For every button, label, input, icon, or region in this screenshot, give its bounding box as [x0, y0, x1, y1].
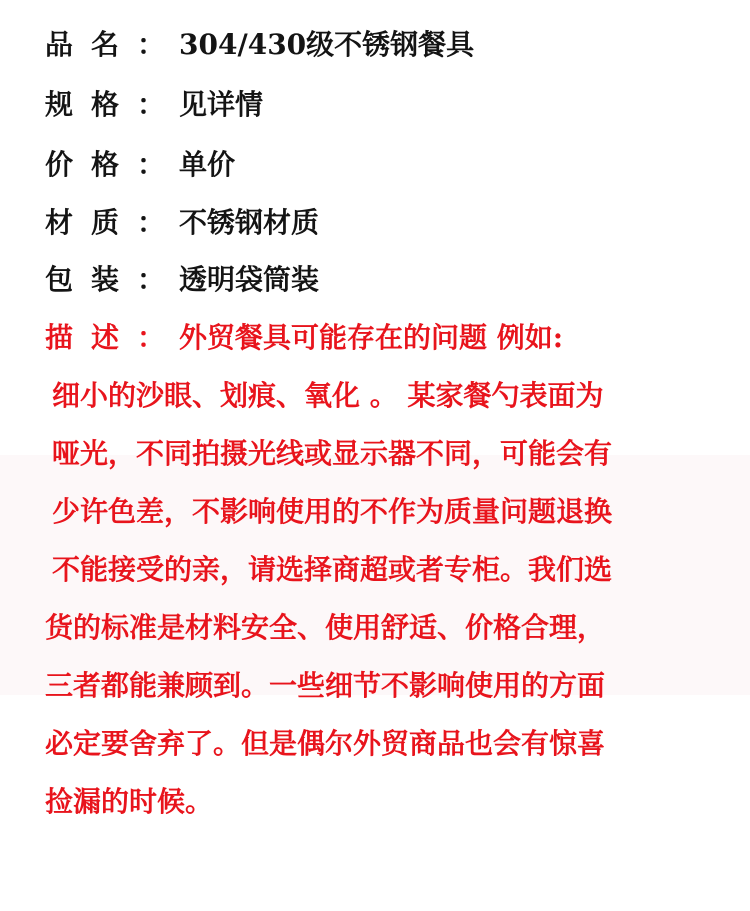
spec-value-price: 单价 [179, 148, 236, 181]
description-line: 哑光，不同拍摄光线或显示器不同，可能会有 [52, 437, 613, 470]
spec-row-size [45, 87, 263, 123]
description-line: 三者都能兼顾到。一些细节不影响使用的方面 [45, 669, 606, 702]
spec-value-size: 见详情 [179, 88, 264, 121]
spec-value-material: 不锈钢材质 [179, 206, 320, 239]
spec-separator: ： [137, 263, 166, 296]
spec-separator: ： [137, 148, 166, 181]
spec-label-price: 价格 [45, 148, 138, 181]
spec-label-size: 规格 [45, 88, 138, 121]
spec-label-material: 材质 [45, 206, 138, 239]
spec-label-packaging: 包装 [45, 263, 138, 296]
spec-label-name: 品名 [45, 28, 138, 61]
spec-row-name [45, 27, 474, 63]
spec-value-name: 304/430级不锈钢餐具 [179, 28, 475, 61]
description-line: 细小的沙眼、划痕、氧化 。 某家餐勺表面为 [52, 379, 604, 412]
spec-value-packaging: 透明袋筒装 [179, 263, 320, 296]
spec-row-material [45, 205, 319, 241]
spec-row-price [45, 147, 235, 183]
description-row [45, 320, 563, 356]
description-intro: 外贸餐具可能存在的问题 例如: [179, 321, 564, 354]
spec-separator: ： [137, 88, 166, 121]
description-line: 少许色差，不影响使用的不作为质量问题退换 [52, 495, 613, 528]
spec-separator: ： [137, 28, 166, 61]
description-line: 捡漏的时候。 [45, 785, 214, 818]
description-line: 不能接受的亲，请选择商超或者专柜。我们选 [52, 553, 613, 586]
spec-row-packaging [45, 262, 319, 298]
description-line: 必定要舍弃了。但是偶尔外贸商品也会有惊喜 [45, 727, 606, 760]
description-separator: ： [137, 321, 166, 354]
description-label: 描述 [45, 321, 138, 354]
spec-separator: ： [137, 206, 166, 239]
description-line: 货的标准是材料安全、使用舒适、价格合理， [45, 611, 606, 644]
